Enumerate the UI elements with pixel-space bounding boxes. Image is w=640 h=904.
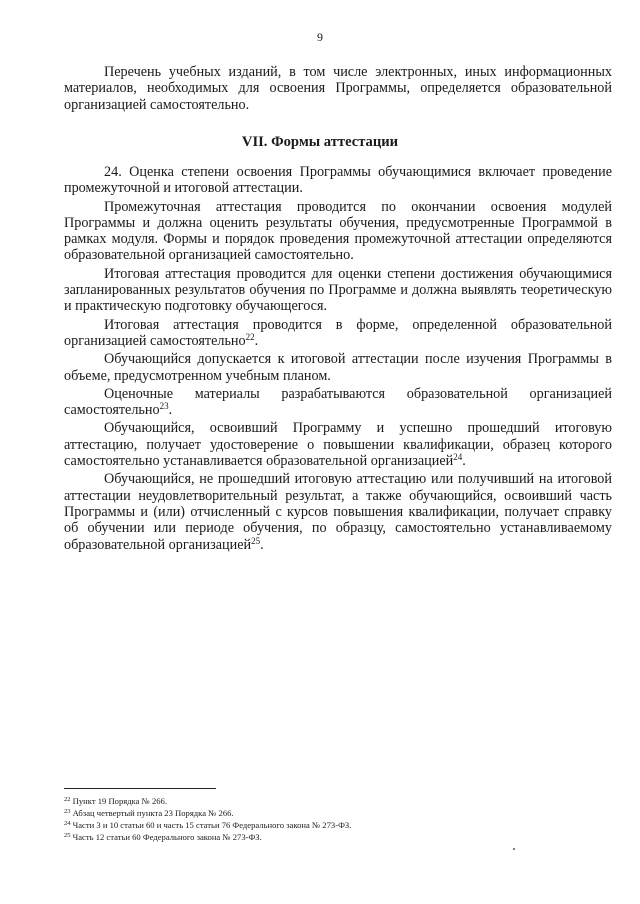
paragraph: Обучающийся, освоивший Программу и успешно прошедший итоговую аттестацию, получает удостоверение о повышении квалификации, образец которого самостоятельно устанавливается образовательной организацией$^{24}$.	[64, 420, 612, 470]
footnote-separator	[64, 788, 216, 789]
page-number: 9	[317, 30, 323, 44]
footnote: $^{23}$ Абзац четвертый пункта 23 Порядка № 266.	[64, 808, 234, 818]
footnote-ref: 25	[251, 535, 261, 546]
footnote-ref: 22	[245, 331, 255, 342]
paragraph: 24. Оценка степени освоения Программы обучающимися включает проведение промежуточной и итоговой аттестации.	[64, 164, 612, 197]
section-body	[64, 164, 612, 555]
intro-paragraph: Перечень учебных изданий, в том числе электронных, иных информационных материалов, необходимых для освоения Программы, определяется образовательной организацией самостоятельно.	[64, 64, 612, 113]
paragraph: Промежуточная аттестация проводится по окончании освоения модулей Программы и должна оценить результаты обучения, предусмотренные Программой в рамках модуля. Формы и порядок проведения промежуточной аттестации определяются образовательной организацией самостоятельно.	[64, 198, 612, 264]
scan-speck	[513, 848, 515, 850]
footnote: $^{25}$ Часть 12 статьи 60 Федерального закона № 273-ФЗ.	[64, 832, 262, 842]
footnotes	[64, 795, 604, 843]
paragraph: Итоговая аттестация проводится для оценки степени достижения обучающимися запланированных результатов обучения по Программе и должна выявлять теоретическую и практическую подготовку обучающегося.	[64, 265, 612, 315]
footnote: $^{24}$ Части 3 и 10 статьи 60 и часть 15 статьи 76 Федерального закона № 273-ФЗ.	[64, 820, 352, 830]
paragraph: Итоговая аттестация проводится в форме, определенной образовательной организацией самостоятельно$^{22}$.	[64, 316, 612, 349]
paragraph: Оценочные материалы разрабатываются образовательной организацией самостоятельно$^{23}$.	[64, 385, 612, 419]
footnote-ref: 24	[453, 452, 463, 463]
footnote-ref: 23	[159, 401, 169, 412]
paragraph: Обучающийся допускается к итоговой аттестации после изучения Программы в объеме, предусмотренном учебным планом.	[64, 351, 612, 384]
footnote: $^{22}$ Пункт 19 Порядка № 266.	[64, 796, 167, 806]
section-heading: VII. Формы аттестации	[241, 134, 399, 150]
paragraph: Обучающийся, не прошедший итоговую аттестацию или получивший на итоговой аттестации неудовлетворительный результат, а также обучающийся, освоивший часть Программы и (или) отчисленный с курсов повышения квалификации, получает справку об обучении или периоде обучения, по образцу, самостоятельно устанавливаемому образовательной организацией$^{25}$.	[64, 471, 612, 553]
intro-section	[64, 64, 612, 115]
